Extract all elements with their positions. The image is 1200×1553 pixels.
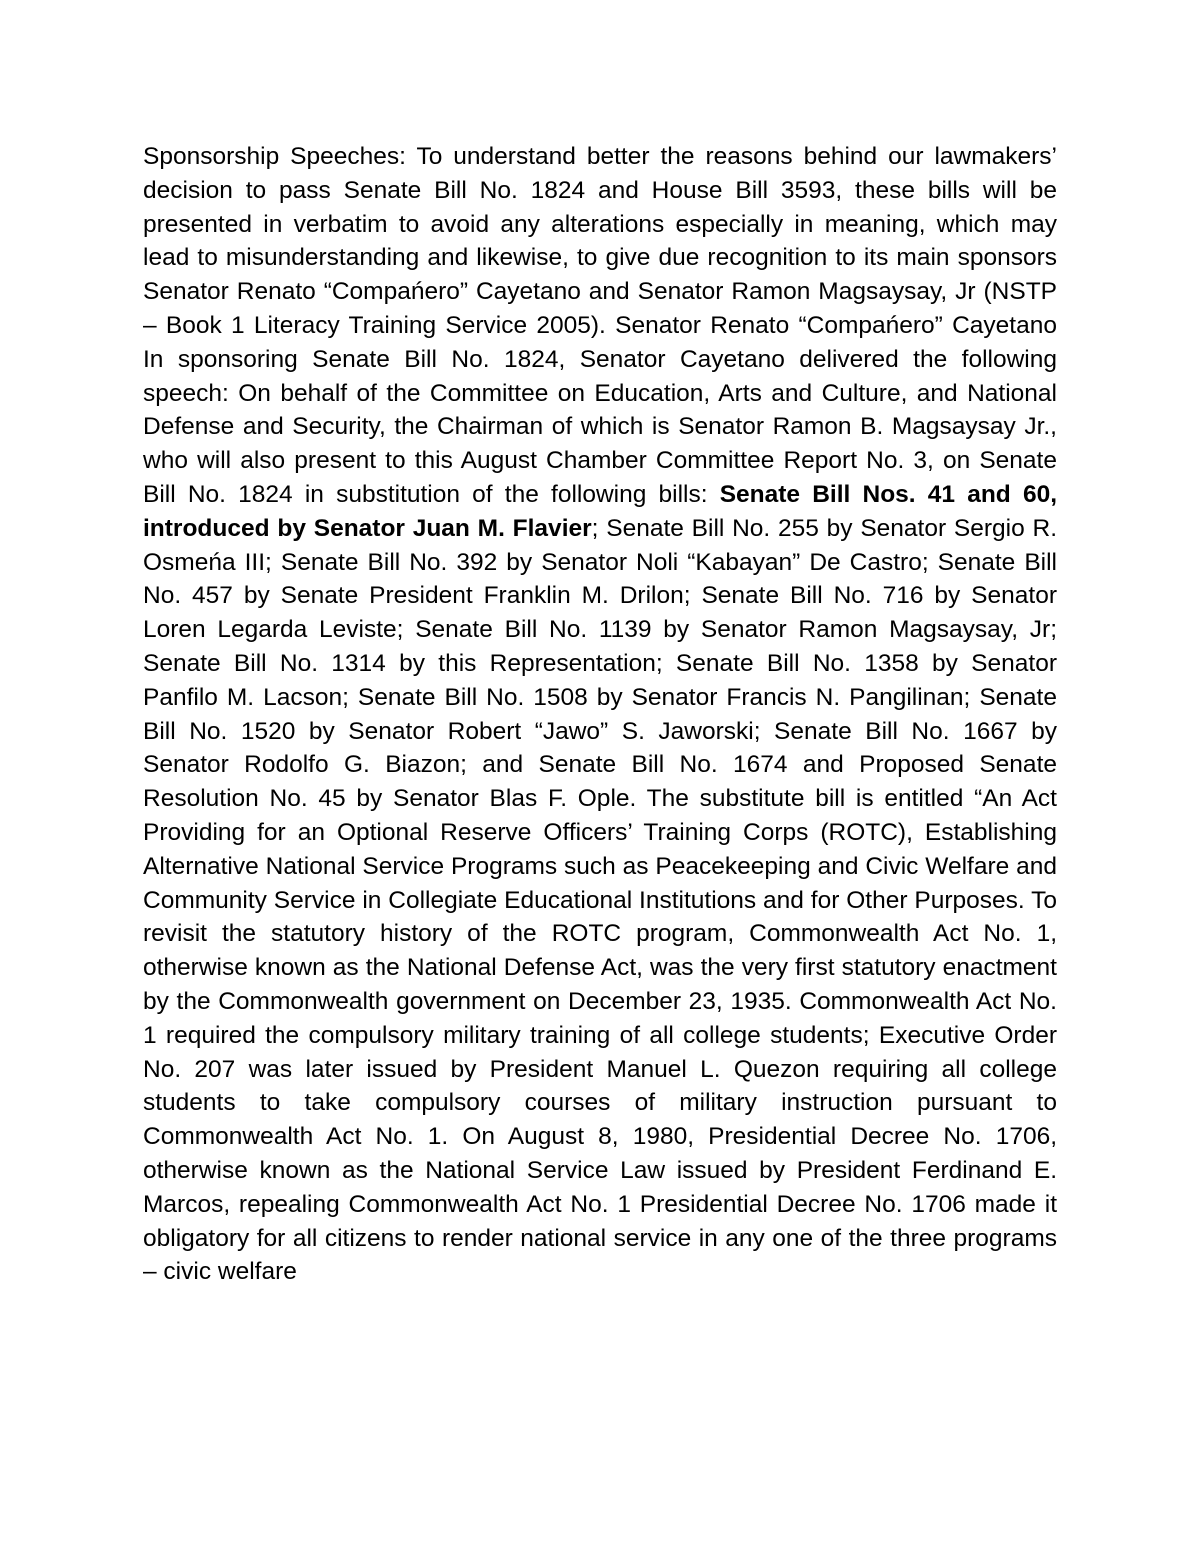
paragraph [143, 140, 1057, 1289]
body-text [143, 140, 1057, 1289]
text-segment-intro: Sponsorship Speeches: To understand better the reasons behind our lawmakers’ decision to pass Senate Bill No. 1824 and House Bill 3593, these bills will be presented in verbatim to avoid any alterations especially in meaning, which may lead to misunderstanding and likewise, to give due recognition to its main sponsors Senator Renato “Compańero” Cayetano and Senator Ramon Magsaysay, Jr (NSTP – Book 1 Literacy Training Service 2005). Senator Renato “Compańero” Cayetano In sponsoring Senate Bill No. 1824, Senator Cayetano delivered the following speech: On behalf of the Committee on Education, Arts and Culture, and National Defense and Security, the Chairman of which is Senator Ramon B. Magsaysay Jr., who will also present to this August Chamber Committee Report No. 3, on Senate Bill No. 1824 in substitution of the following bills: [143, 143, 1057, 508]
text-segment-continuation: ; Senate Bill No. 255 by Senator Sergio R. Osmeńa III; Senate Bill No. 392 by Senator Noli “Kabayan” De Castro; Senate Bill No. 457 by Senate President Franklin M. Drilon; Senate Bill No. 716 by Senator Loren Legarda Leviste; Senate Bill No. 1139 by Senator Ramon Magsaysay, Jr; Senate Bill No. 1314 by this Representation; Senate Bill No. 1358 by Senator Panfilo M. Lacson; Senate Bill No. 1508 by Senator Francis N. Pangilinan; Senate Bill No. 1520 by Senator Robert “Jawo” S. Jaworski; Senate Bill No. 1667 by Senator Rodolfo G. Biazon; and Senate Bill No. 1674 and Proposed Senate Resolution No. 45 by Senator Blas F. Ople. The substitute bill is entitled “An Act Providing for an Optional Reserve Officers’ Training Corps (ROTC), Establishing Alternative National Service Programs such as Peacekeeping and Civic Welfare and Community Service in Collegiate Educational Institutions and for Other Purposes. To revisit the statutory history of the ROTC program, Commonwealth Act No. 1, otherwise known as the National Defense Act, was the very first statutory enactment by the Commonwealth government on December 23, 1935. Commonwealth Act No. 1 required the compulsory military training of all college students; Executive Order No. 207 was later issued by President Manuel L. Quezon requiring all college students to take compulsory courses of military instruction pursuant to Commonwealth Act No. 1. On August 8, 1980, Presidential Decree No. 1706, otherwise known as the National Service Law issued by President Ferdinand E. Marcos, repealing Commonwealth Act No. 1 Presidential Decree No. 1706 made it obligatory for all citizens to render national service in any one of the three programs – civic welfare [143, 514, 1057, 1286]
text-segment-bold: Senate Bill Nos. 41 and 60, introduced by Senator Juan M. Flavier [143, 480, 1058, 542]
